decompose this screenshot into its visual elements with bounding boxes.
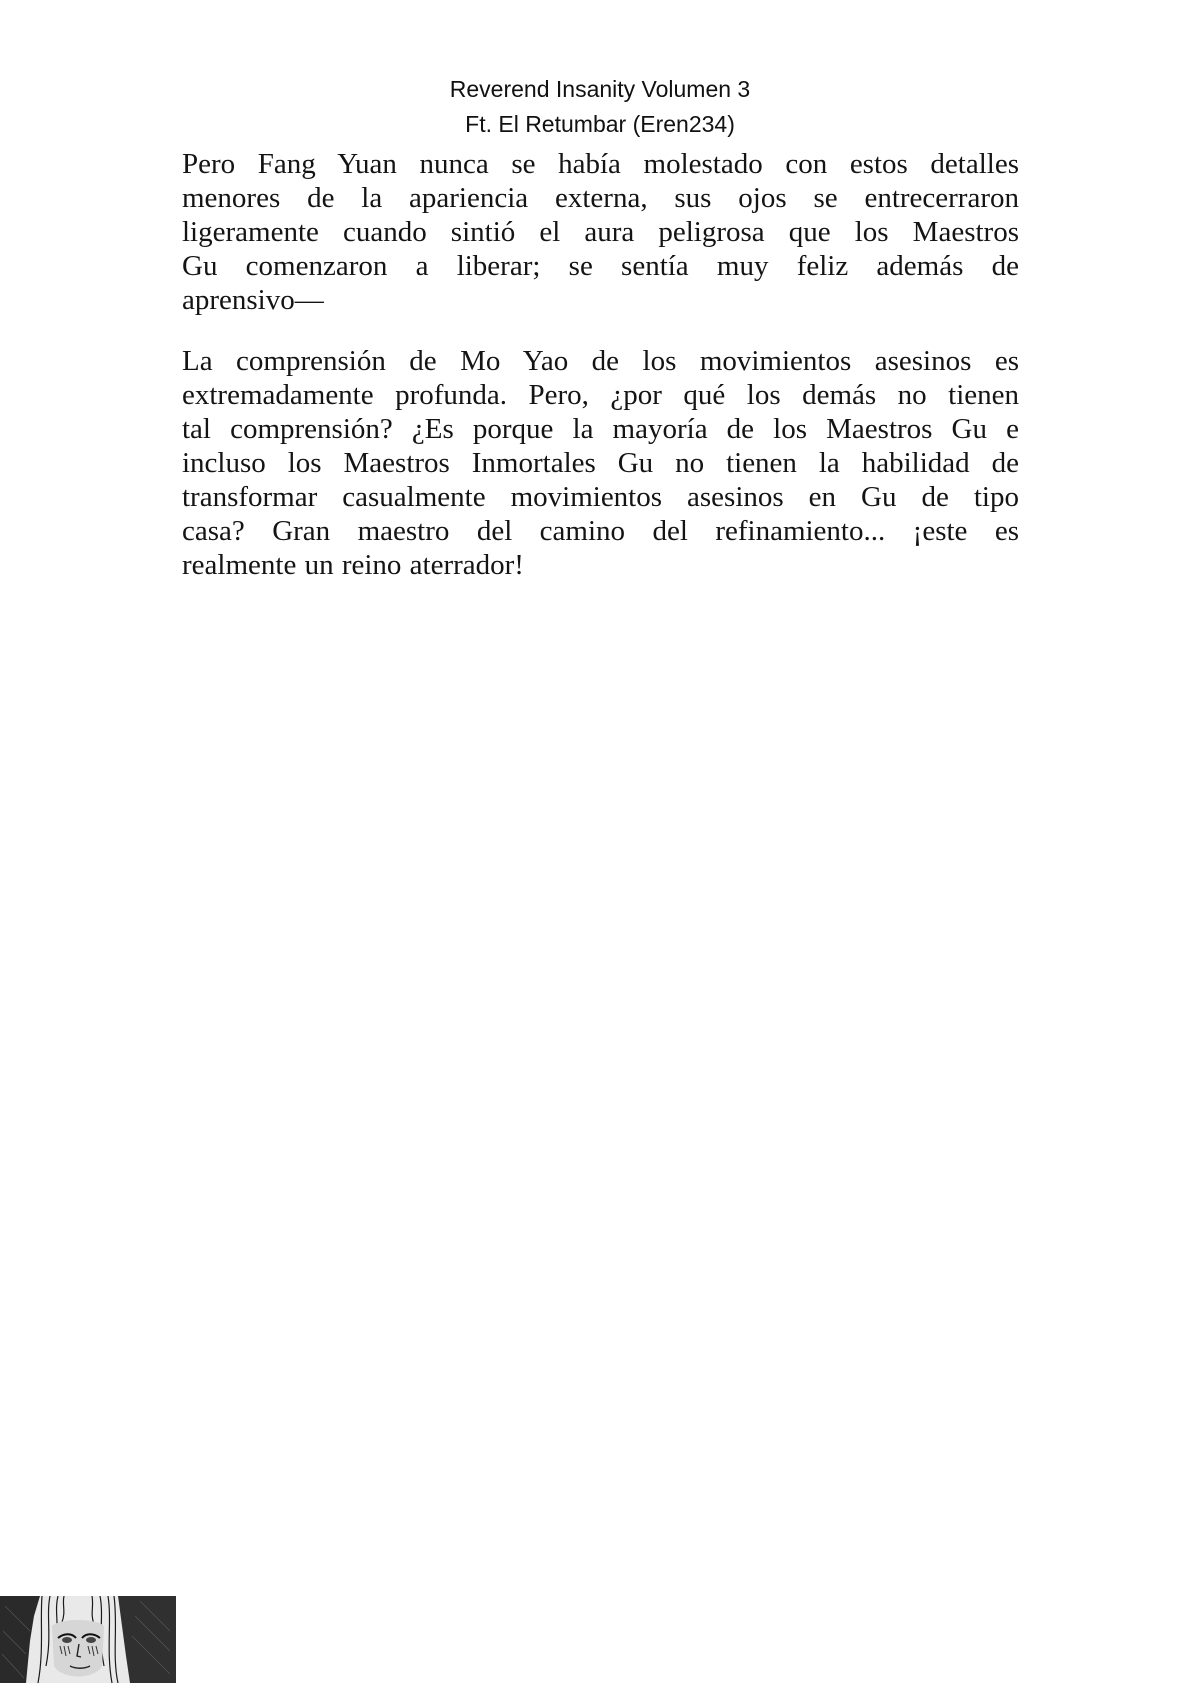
text-line: realmente un reino aterrador! bbox=[182, 549, 524, 581]
manga-face-illustration-icon bbox=[0, 1596, 176, 1683]
text-line: transformar casualmente movimientos asesinos en Gu de tipo bbox=[182, 481, 1019, 513]
text-line: La comprensión de Mo Yao de los movimientos asesinos es bbox=[182, 345, 1019, 377]
header-title: Reverend Insanity Volumen 3 bbox=[449, 76, 751, 102]
text-line: aprensivo— bbox=[182, 284, 324, 316]
page-header bbox=[0, 72, 1190, 142]
body-text bbox=[182, 147, 1019, 609]
text-line: Gu comenzaron a liberar; se sentía muy feliz además de bbox=[182, 250, 1019, 282]
text-line: Pero Fang Yuan nunca se había molestado con estos detalles bbox=[182, 148, 1019, 180]
paragraph-2 bbox=[182, 344, 1019, 582]
header-subtitle: Ft. El Retumbar (Eren234) bbox=[465, 111, 735, 137]
text-line: casa? Gran maestro del camino del refinamiento... ¡este es bbox=[182, 515, 1019, 547]
corner-illustration bbox=[0, 1596, 176, 1683]
paragraph-1 bbox=[182, 147, 1019, 317]
text-line: tal comprensión? ¿Es porque la mayoría de los Maestros Gu e bbox=[182, 413, 1019, 445]
text-line: menores de la apariencia externa, sus ojos se entrecerraron bbox=[182, 182, 1019, 214]
text-line: extremadamente profunda. Pero, ¿por qué los demás no tienen bbox=[182, 379, 1019, 411]
text-line: ligeramente cuando sintió el aura peligrosa que los Maestros bbox=[182, 216, 1019, 248]
text-line: incluso los Maestros Inmortales Gu no tienen la habilidad de bbox=[182, 447, 1019, 479]
